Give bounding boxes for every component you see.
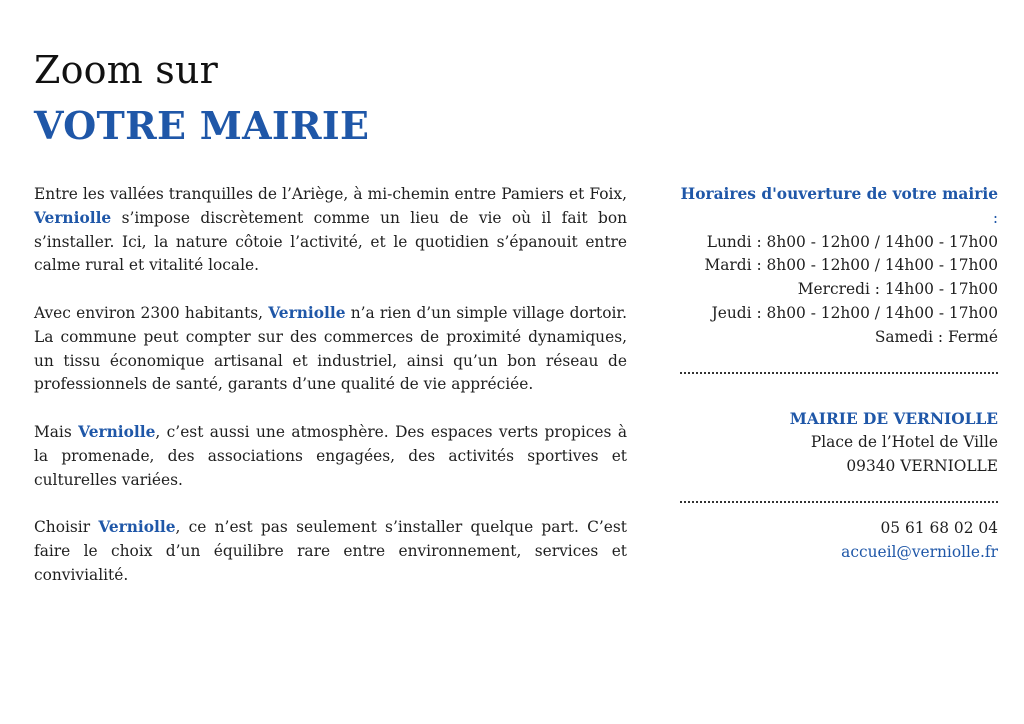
paragraph-text: , c’est aussi une atmosphère. Des espaces verts propices à la promenade, des associations engagées, des activités sportives et culturelles variées. bbox=[34, 422, 628, 489]
page-heading bbox=[34, 48, 369, 148]
intro-paragraph-2 bbox=[34, 302, 627, 397]
heading-title-line1: Zoom sur bbox=[34, 48, 219, 92]
contact-info bbox=[680, 517, 998, 565]
opening-hours-title-text: Horaires d'ouverture de votre mairie bbox=[680, 185, 998, 203]
address-city: 09340 VERNIOLLE bbox=[846, 457, 998, 476]
town-name-highlight: Verniolle bbox=[78, 422, 156, 441]
paragraph-text: n’a rien d’un simple village dortoir. La commune peut compter sur des commerces de proximité dynamiques, un tissu économique artisanal et industriel, ainsi qu’un bon réseau de professionnels de santé, garants d’une qualité de vie appréciée. bbox=[34, 303, 627, 394]
divider bbox=[680, 372, 998, 374]
heading-title-line2: VOTRE MAIRIE bbox=[34, 103, 370, 148]
intro-paragraph-1 bbox=[34, 183, 627, 278]
mairie-address bbox=[680, 408, 998, 479]
paragraph-text: Choisir bbox=[34, 518, 99, 537]
intro-paragraph-3 bbox=[34, 421, 627, 492]
paragraph-text: , ce n’est pas seulement s’installer quelque part. C’est faire le choix d’un équilibre rare entre environnement, services et convivialité. bbox=[34, 518, 627, 584]
info-sidebar bbox=[680, 183, 998, 565]
opening-hours-title-suffix: : bbox=[992, 208, 998, 227]
address-street: Place de l’Hotel de Ville bbox=[810, 433, 998, 452]
paragraph-text: s’impose discrètement comme un lieu de vie où il fait bon s’installer. Ici, la nature côtoie l’activité, et le quotidien s’épanouit entre calme rural et vitalité locale. bbox=[34, 208, 627, 275]
mairie-name: MAIRIE DE VERNIOLLE bbox=[789, 409, 998, 428]
paragraph-text: Avec environ 2300 habitants, bbox=[34, 303, 269, 322]
intro-text bbox=[34, 183, 627, 611]
town-name-highlight: Verniolle bbox=[34, 208, 112, 227]
opening-hours bbox=[680, 183, 998, 350]
paragraph-text: Mais bbox=[34, 422, 79, 441]
paragraph-text: Entre les vallées tranquilles de l’Ariège, à mi-chemin entre Pamiers et Foix, bbox=[34, 185, 627, 203]
hours-line-saturday: Samedi : Fermé bbox=[874, 327, 998, 346]
hours-line-wednesday: Mercredi : 14h00 - 17h00 bbox=[797, 280, 998, 299]
hours-line-monday: Lundi : 8h00 - 12h00 / 14h00 - 17h00 bbox=[706, 232, 998, 251]
town-name-highlight: Verniolle bbox=[268, 303, 346, 322]
opening-hours-title bbox=[680, 183, 998, 231]
email-link[interactable]: accueil@verniolle.fr bbox=[841, 542, 998, 561]
hours-line-tuesday: Mardi : 8h00 - 12h00 / 14h00 - 17h00 bbox=[704, 256, 998, 275]
phone-number: 05 61 68 02 04 bbox=[880, 518, 998, 537]
town-name-highlight: Verniolle bbox=[98, 518, 176, 537]
divider bbox=[680, 501, 998, 503]
intro-paragraph-4 bbox=[34, 516, 627, 587]
hours-line-thursday: Jeudi : 8h00 - 12h00 / 14h00 - 17h00 bbox=[711, 303, 998, 322]
